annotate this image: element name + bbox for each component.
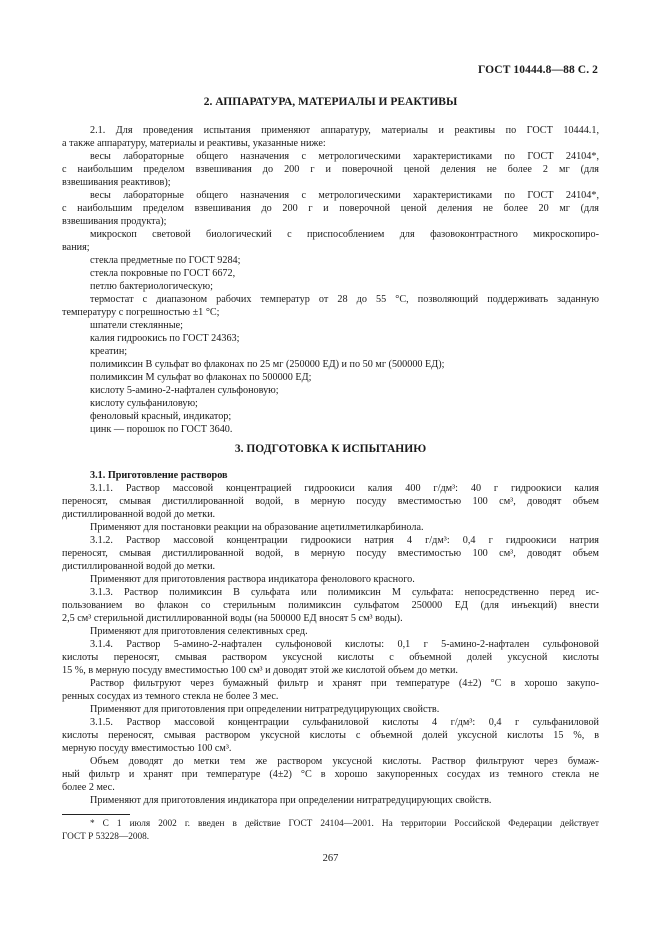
text-line: взвешивания продукта); <box>62 216 167 227</box>
text-line: 3.1.3. Раствор полимиксин В сульфата или полимиксин М сульфата: непосредственно перед ис- <box>90 587 599 598</box>
text-line: весы лабораторные общего назначения с метрологическими характеристиками по ГОСТ 24104*, <box>90 151 599 162</box>
text-line: переносят, смывая дистиллированной водой, в мерную посуду вместимостью 100 см³, доводят объем <box>62 496 599 507</box>
subsection-heading: 3.1. Приготовление растворов <box>90 470 228 481</box>
text-line: Раствор фильтруют через бумажный фильтр и хранят при температуре (4±2) °С в хорошо закупо- <box>90 678 599 689</box>
text-line: ный фильтр и хранят при температуре (4±2) °С в хорошо закупоренных сосудах из темного стекла не <box>62 769 599 780</box>
text-line: стекла покровные по ГОСТ 6672, <box>90 268 236 279</box>
section-3-body <box>62 469 599 807</box>
text-line: кислоты переносят, смывая раствором уксусной кислоты с объемной долей уксусной кислоты 15 %, в <box>62 730 599 741</box>
text-line: Применяют для приготовления при определении нитратредуцирующих свойств. <box>90 704 440 715</box>
text-line: шпатели стеклянные; <box>90 320 183 331</box>
text-line: с наибольшим пределом взвешивания до 200 г и поверочной ценой деления не более 20 мг (для <box>62 203 599 214</box>
text-line: Применяют для приготовления селективных сред. <box>90 626 308 637</box>
text-line: микроскоп световой биологический с приспособлением для фазовоконтрастного микроскопиро- <box>90 229 599 240</box>
text-line: калия гидроокись по ГОСТ 24363; <box>90 333 240 344</box>
text-line: переносят, смывая дистиллированной водой, в мерную посуду вместимостью 100 см³, доводят объем <box>62 548 599 559</box>
text-line: 3.1.5. Раствор массовой концентрации сульфаниловой кислоты 4 г/дм³: 0,4 г сульфаниловой <box>90 717 599 728</box>
text-line: термостат с диапазоном рабочих температур от 28 до 55 °С, позволяющий поддерживать заданную <box>90 294 599 305</box>
text-line: Объем доводят до метки тем же раствором уксусной кислоты. Раствор фильтруют через бумаж- <box>90 756 599 767</box>
text-line: кислоту сульфаниловую; <box>90 398 198 409</box>
text-line: с наибольшим пределом взвешивания до 200 г и поверочной ценой деления не более 2 мг (для <box>62 164 599 175</box>
text-line: кислоту 5-амино-2-нафтален сульфоновую; <box>90 385 279 396</box>
text-line: 3.1.2. Раствор массовой концентрации гидроокиси натрия 4 г/дм³: 0,4 г гидроокиси натрия <box>90 535 599 546</box>
text-line: 3.1.1. Раствор массовой концентрацией гидроокиси калия 400 г/дм³: 40 г гидроокиси калия <box>90 483 599 494</box>
text-line: Применяют для приготовления индикатора при определении нитратредуцирующих свойств. <box>90 795 492 806</box>
section-2-body <box>62 124 599 436</box>
footnote-line: ГОСТ Р 53228—2008. <box>62 831 150 842</box>
text-line: весы лабораторные общего назначения с метрологическими характеристиками по ГОСТ 24104*, <box>90 190 599 201</box>
text-line: пользованием во флакон со стерильным полимиксин сульфатом 250000 ЕД (для инъекций) внести <box>62 600 599 611</box>
text-line: Применяют для приготовления раствора индикатора фенолового красного. <box>90 574 415 585</box>
text-line: петлю бактериологическую; <box>90 281 213 292</box>
text-line: цинк — порошок по ГОСТ 3640. <box>90 424 233 435</box>
text-line: более 2 мес. <box>62 782 115 793</box>
text-line: 2.1. Для проведения испытания применяют аппаратуру, материалы и реактивы по ГОСТ 10444.1, <box>90 125 599 136</box>
section-2-title: 2. АППАРАТУРА, МАТЕРИАЛЫ И РЕАКТИВЫ <box>203 96 458 108</box>
text-line: Применяют для постановки реакции на образование ацетилметилкарбинола. <box>90 522 424 533</box>
text-line: кислоты переносят, смывая раствором уксусной кислоты с объемной долей уксусной кислоты <box>62 652 599 663</box>
text-line: вания; <box>62 242 90 253</box>
text-line: полимиксин В сульфат во флаконах по 25 мг (250000 ЕД) и по 50 мг (500000 ЕД); <box>90 359 445 370</box>
text-line: 2,5 см³ стерильной дистиллированной воды (на 500000 ЕД вносят 5 см³ воды). <box>62 613 403 624</box>
text-line: а также аппаратуру, материалы и реактивы, указанные ниже: <box>62 138 326 149</box>
text-line: стекла предметные по ГОСТ 9284; <box>90 255 241 266</box>
text-line: взвешивания реактивов); <box>62 177 171 188</box>
text-line: дистиллированной водой до метки. <box>62 561 216 572</box>
text-line: креатин; <box>90 346 128 357</box>
footnote <box>62 818 599 843</box>
text-line: полимиксин М сульфат во флаконах по 500000 ЕД; <box>90 372 312 383</box>
text-line: феноловый красный, индикатор; <box>90 411 232 422</box>
page-header: ГОСТ 10444.8—88 С. 2 <box>477 64 598 76</box>
text-line: 15 %, в мерную посуду вместимостью 100 см³ и доводят этой же кислотой объем до метки. <box>62 665 458 676</box>
text-line: 3.1.4. Раствор 5-амино-2-нафтален сульфоновой кислоты: 0,1 г 5-амино-2-нафтален сульфоновой <box>90 639 599 650</box>
text-line: мерную посуду вместимостью 100 см³. <box>62 743 232 754</box>
text-line: ренных сосудах из темного стекла не более 3 мес. <box>62 691 279 702</box>
text-line: дистиллированной водой до метки. <box>62 509 216 520</box>
section-3-title: 3. ПОДГОТОВКА К ИСПЫТАНИЮ <box>234 443 427 455</box>
page-number: 267 <box>322 853 339 864</box>
footnote-divider <box>62 814 130 815</box>
footnote-line: * С 1 июля 2002 г. введен в действие ГОСТ 24104—2001. На территории Российской Федерации действует <box>90 819 599 829</box>
text-line: температуру с погрешностью ±1 °С; <box>62 307 220 318</box>
